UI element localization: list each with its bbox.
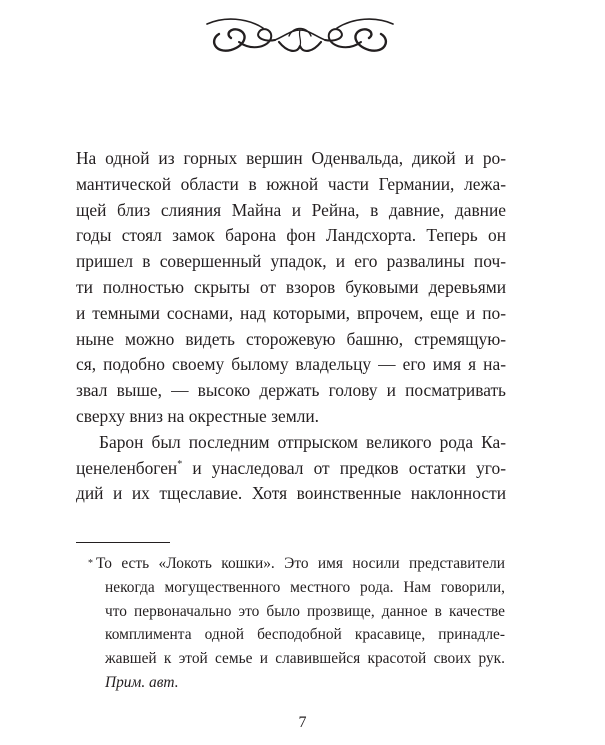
text-segment: ценеленбоген <box>76 457 178 478</box>
text-line: На одной из горных вершин Оденвальда, дикой и ро- <box>76 148 506 168</box>
footnote-reference: * <box>177 458 183 470</box>
text-line: дий и их тщеславие. Хотя воинственные наклонности <box>76 483 506 504</box>
text-line: годы стоял замок барона фон Ландсхорта. Теперь он <box>76 225 506 246</box>
footnote-line: То есть «Локоть кошки». Это имя носили представители <box>96 555 505 572</box>
footnote-line: некогда могущественного местного рода. Нам говорили, <box>105 578 505 596</box>
flourish-ornament-icon <box>205 12 395 60</box>
page-number: 7 <box>298 714 307 731</box>
text-line: Барон был последним отпрыском великого рода Ка- <box>99 431 506 452</box>
text-line: ти полностью скрыты от взоров буковыми деревьями <box>76 276 506 297</box>
text-line: сверху вниз на окрестные земли. <box>76 405 320 426</box>
text-segment: и унаследовал от предков остатки уго- <box>182 457 506 478</box>
footnote-line: комплимента одной бесподобной красавице, принадле- <box>105 626 505 644</box>
text-line: ся, подобно своему былому владельцу — его имя я на- <box>76 354 506 375</box>
footnote <box>88 552 505 695</box>
paragraph-1 <box>76 146 506 430</box>
text-line: ныне можно видеть сторожевую башню, стремящую- <box>76 328 506 349</box>
footnote-divider <box>76 542 170 543</box>
main-text <box>76 146 506 507</box>
text-line: мантической области в южной части Германии, лежа- <box>76 173 506 194</box>
footnote-marker: * <box>88 558 93 569</box>
footnote-attribution: Прим. авт. <box>105 673 179 691</box>
text-line-with-footnote <box>76 456 506 482</box>
text-line: звал выше, — высоко держать голову и посматривать <box>76 380 506 401</box>
footnote-line: жавшей к этой семье и славившейся красотой своих рук. <box>105 650 505 668</box>
text-line: пришел в совершенный упадок, и его развалины поч- <box>76 251 506 272</box>
text-line: щей близ слияния Майна и Рейна, в давние, давние <box>76 199 506 220</box>
footnote-line: что первоначально это было прозвище, данное в качестве <box>105 602 505 620</box>
paragraph-2 <box>76 430 506 507</box>
text-line: и темными соснами, над которыми, впрочем, еще и по- <box>76 302 506 323</box>
